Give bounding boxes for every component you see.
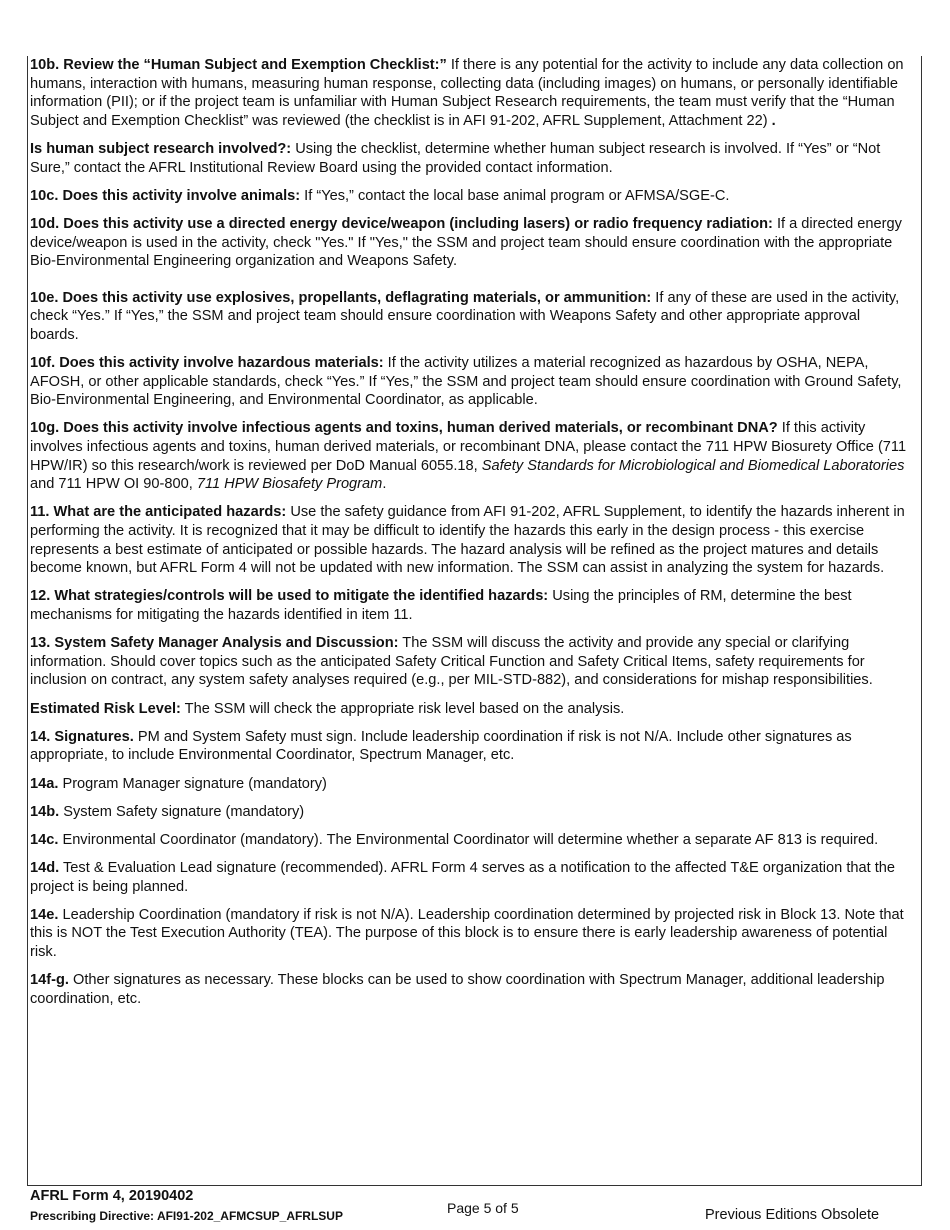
item-10d — [30, 215, 912, 271]
item-human-subject — [30, 140, 912, 177]
item-label: 12. What strategies/controls will be used to mitigate the identified hazards: — [30, 588, 549, 605]
item-14b — [30, 803, 912, 822]
item-label: 10d. Does this activity use a directed energy device/weapon (including lasers) or radio frequency radiation: — [30, 215, 773, 232]
item-text: If there is any potential for the activity to include any data collection on humans, interaction with humans, measuring human response, collecting data (including images) on humans, or personally identifiable information (PII); or if the project team is unfamiliar with Human Subject Research requirements, the team must verify that the “Human Subject and Exemption Checklist” was reviewed (the checklist is in AFI 91-202, AFRL Supplement, Attachment 22) — [30, 57, 904, 129]
item-italic: 711 HPW Biosafety Program — [196, 476, 383, 493]
item-text: Other signatures as necessary. These blocks can be used to show coordination with Spectrum Manager, additional leadership coordination, etc. — [30, 972, 885, 1007]
item-text: The SSM will discuss the activity and provide any special or clarifying information. Should cover topics such as the anticipated Safety Critical Function and Safety Critical Items, safety requirements for inclusion on contract, any system safety analyses required (e.g., per MIL-STD-882), and considerations for mishap responsibilities. — [30, 635, 873, 689]
item-text: . — [382, 476, 387, 493]
item-10e — [30, 289, 912, 345]
item-14a — [30, 775, 912, 794]
item-label: 14b. — [30, 803, 60, 820]
item-text: Program Manager signature (mandatory) — [58, 775, 327, 792]
editions-notice: Previous Editions Obsolete — [705, 1207, 880, 1223]
item-label: 10f. Does this activity involve hazardous materials: — [30, 355, 384, 372]
item-text: Test & Evaluation Lead signature (recommended). AFRL Form 4 serves as a notification to the affected T&E organization that the project is being planned. — [30, 860, 896, 895]
item-label: Is human subject research involved?: — [30, 140, 292, 157]
item-11 — [30, 503, 912, 577]
item-label: 14. Signatures. — [30, 728, 134, 745]
item-13 — [30, 634, 912, 690]
item-label: 10g. Does this activity involve infectious agents and toxins, human derived materials, or recombinant DNA? — [30, 420, 778, 437]
item-text: Using the principles of RM, determine the best mechanisms for mitigating the hazards identified in item 11. — [30, 588, 852, 623]
item-label: 11. What are the anticipated hazards: — [30, 504, 287, 521]
item-10c — [30, 187, 912, 206]
item-text: Environmental Coordinator (mandatory). The Environmental Coordinator will determine whether a separate AF 813 is required. — [58, 831, 879, 848]
item-14c — [30, 831, 912, 850]
item-label: Estimated Risk Level: — [30, 700, 181, 717]
item-label: 14c. — [30, 831, 59, 848]
item-14 — [30, 728, 912, 765]
item-14f-g — [30, 971, 912, 1008]
item-text: If any of these are used in the activity, check “Yes.” If “Yes,” the SSM and project team should ensure coordination with Weapons Safety and other appropriate approval boards. — [30, 289, 900, 343]
item-10b — [30, 56, 912, 130]
item-label: 14e. — [30, 906, 59, 923]
item-label: 14a. — [30, 775, 59, 792]
prescribing-directive: Prescribing Directive: AFI91-202_AFMCSUP_AFRLSUP — [30, 1209, 343, 1223]
item-label: 13. System Safety Manager Analysis and Discussion: — [30, 635, 399, 652]
item-text: The SSM will check the appropriate risk level based on the analysis. — [180, 700, 625, 717]
item-label: 14f-g. — [30, 972, 69, 989]
item-text: Leadership Coordination (mandatory if risk is not N/A). Leadership coordination determined by projected risk in Block 13. Note that this is NOT the Test Execution Authority (TEA). The purpose of this block is to ensure there is early leadership awareness of potential risk. — [30, 906, 904, 961]
item-label: 10b. Review the “Human Subject and Exemption Checklist:” — [30, 57, 447, 73]
item-tail: . — [767, 112, 776, 129]
item-text: System Safety signature (mandatory) — [59, 803, 305, 820]
item-text: Use the safety guidance from AFI 91-202, AFRL Supplement, to identify the hazards inherent in performing the activity. It is recognized that it may be difficult to identify the hazards this early in the design process - this exercise represents a best estimate of anticipated or possible hazards. The hazard analysis will be refined as the project matures and details become known, but AFRL Form 4 will not be updated with new information. The SSM can assist in analyzing the system for hazards. — [30, 504, 905, 577]
item-label: 10c. Does this activity involve animals: — [30, 187, 301, 204]
item-text: If “Yes,” contact the local base animal program or AFMSA/SGE-C. — [300, 187, 730, 204]
item-italic: Safety Standards for Microbiological and Biomedical Laboratories — [481, 457, 905, 474]
item-12 — [30, 587, 912, 624]
item-label: 10e. Does this activity use explosives, propellants, deflagrating materials, or ammunition: — [30, 289, 652, 306]
item-14d — [30, 859, 912, 896]
page-footer — [0, 1188, 950, 1230]
item-10f — [30, 354, 912, 410]
item-10g — [30, 419, 912, 493]
page-number: Page 5 of 5 — [447, 1200, 519, 1216]
item-text: If the activity utilizes a material recognized as hazardous by OSHA, NEPA, AFOSH, or other applicable standards, check “Yes.” If “Yes,” the SSM and project team should ensure coordination with Ground Safety, Bio-Environmental Engineering, and Environmental Coordinator, as applicable. — [30, 355, 902, 409]
instructions-body — [30, 56, 912, 1018]
form-name: AFRL Form 4, 20190402 — [30, 1188, 194, 1204]
item-text: PM and System Safety must sign. Include leadership coordination if risk is not N/A. Include other signatures as appropriate, to include Environmental Coordinator, Spectrum Manager, etc. — [30, 728, 852, 764]
item-14e — [30, 906, 912, 962]
item-risk-level — [30, 700, 912, 719]
item-text: If a directed energy device/weapon is used in the activity, check "Yes." If "Yes," the SSM and project team should ensure coordination with the appropriate Bio-Environmental Engineering organization and Weapons Safety. — [30, 215, 902, 270]
item-text: Using the checklist, determine whether human subject research is involved. If “Yes” or “Not Sure,” contact the AFRL Institutional Review Board using the provided contact information. — [30, 140, 881, 176]
item-text: If this activity involves infectious agents and toxins, human derived materials, or recombinant DNA, please contact the 711 HPW Biosurety Office (711 HPW/IR) so this research/work is reviewed per DoD Manual 6055.18, — [30, 420, 907, 474]
item-text: and 711 HPW OI 90-800, — [30, 476, 197, 493]
item-label: 14d. — [30, 860, 60, 877]
